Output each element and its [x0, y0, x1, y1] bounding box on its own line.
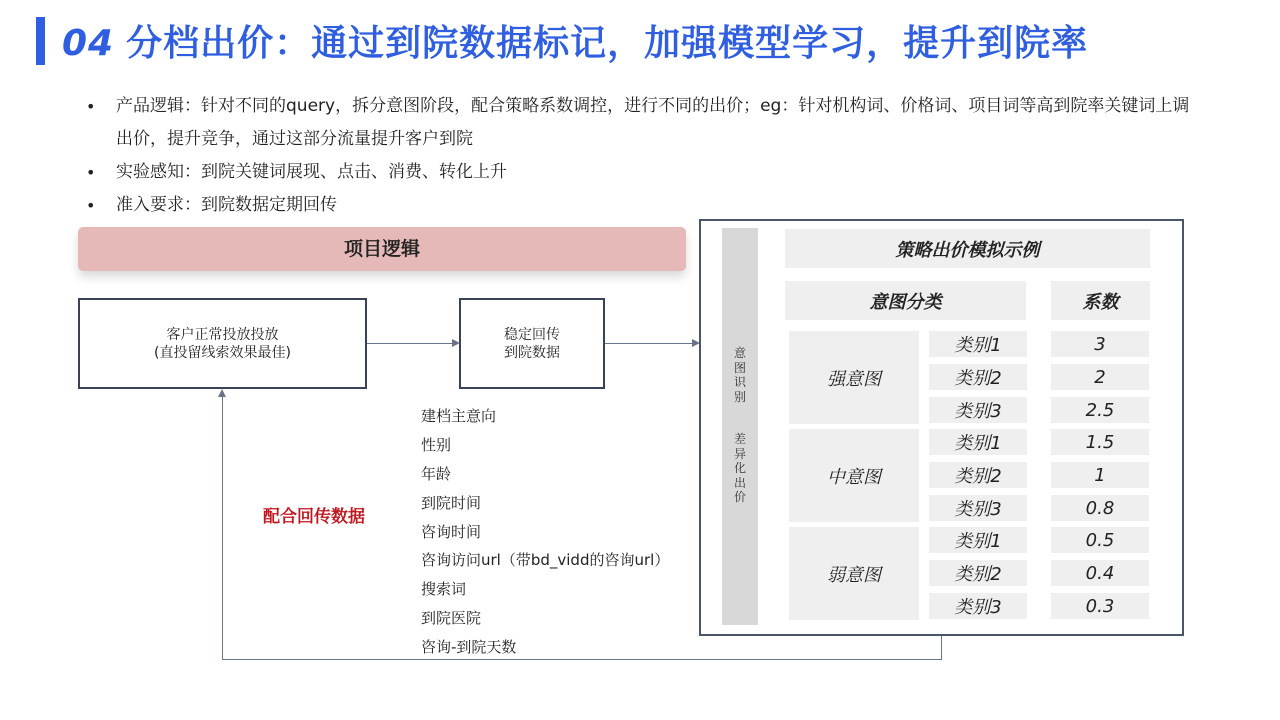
category-cell: 类别3 [929, 593, 1027, 619]
side-strip [722, 228, 758, 625]
arrow-up-icon [218, 389, 226, 397]
strategy-title: 策略出价模拟示例 [785, 229, 1150, 268]
column-header-intent: 意图分类 [785, 281, 1026, 320]
flow-box-stable-return [459, 298, 605, 389]
side-label-intent: 意 图 识 别 [733, 346, 746, 404]
coef-cell: 0.3 [1051, 593, 1149, 619]
coef-cell: 0.4 [1051, 560, 1149, 586]
bullet-list [86, 90, 1196, 222]
coef-cell: 2 [1051, 364, 1149, 390]
side-label-bidding: 差 异 化 出 价 [733, 432, 746, 504]
data-item: 咨询访问url（带bd_vidd的咨询url） [421, 551, 670, 570]
title-accent-bar [36, 17, 45, 65]
slide-title [62, 15, 1088, 66]
coef-cell: 2.5 [1051, 397, 1149, 423]
connector-box1-box2 [367, 343, 453, 344]
category-cell: 类别3 [929, 397, 1027, 423]
category-cell: 类别2 [929, 462, 1027, 488]
bullet-product-logic: • 产品逻辑：针对不同的query，拆分意图阶段，配合策略系数调控，进行不同的出价；eg：针对机构词、价格词、项目词等高到院率关键词上调出价，提升竞争，通过这部分流量提升客户到院 [86, 90, 1196, 156]
data-item: 建档主意向 [421, 407, 497, 425]
category-cell: 类别1 [929, 429, 1027, 455]
coef-cell: 0.5 [1051, 527, 1149, 553]
box1-line2: (直投留线索效果最佳) [154, 344, 291, 361]
data-item: 到院医院 [421, 609, 482, 628]
arrow-right-icon [452, 339, 460, 347]
return-data-list [421, 402, 669, 662]
coef-cell: 1.5 [1051, 429, 1149, 455]
category-cell: 类别2 [929, 364, 1027, 390]
coef-cell: 1 [1051, 462, 1149, 488]
category-cell: 类别3 [929, 495, 1027, 521]
category-cell: 类别1 [929, 331, 1027, 357]
column-header-coef: 系数 [1051, 281, 1150, 320]
category-cell: 类别1 [929, 527, 1027, 553]
coef-cell: 3 [1051, 331, 1149, 357]
box2-line2: 到院数据 [504, 344, 560, 361]
data-item: 搜索词 [421, 580, 467, 599]
data-item: 年龄 [421, 464, 452, 483]
box2-line1: 稳定回传 [504, 326, 560, 343]
title-number: 04 [62, 23, 115, 64]
feedback-line-right [941, 636, 942, 660]
data-item: 性别 [421, 435, 452, 454]
intent-group-strong: 强意图 [789, 331, 919, 424]
data-item: 咨询-到院天数 [421, 638, 517, 657]
intent-group-medium: 中意图 [789, 429, 919, 522]
bullet-experiment: • 实验感知：到院关键词展现、点击、消费、转化上升 [86, 156, 1196, 189]
data-item: 到院时间 [421, 493, 482, 512]
connector-box2-panel [605, 343, 693, 344]
bullet-requirement: • 准入要求：到院数据定期回传 [86, 189, 1196, 222]
data-item: 咨询时间 [421, 522, 482, 541]
feedback-line-left [222, 396, 223, 660]
coef-cell: 0.8 [1051, 495, 1149, 521]
feedback-data-label: 配合回传数据 [263, 507, 365, 527]
flow-box-customer-delivery [78, 298, 367, 389]
project-logic-header: 项目逻辑 [78, 227, 686, 271]
category-cell: 类别2 [929, 560, 1027, 586]
title-text: 分档出价：通过到院数据标记，加强模型学习，提升到院率 [126, 23, 1089, 64]
box1-line1: 客户正常投放投放 [166, 326, 279, 343]
intent-group-weak: 弱意图 [789, 527, 919, 620]
